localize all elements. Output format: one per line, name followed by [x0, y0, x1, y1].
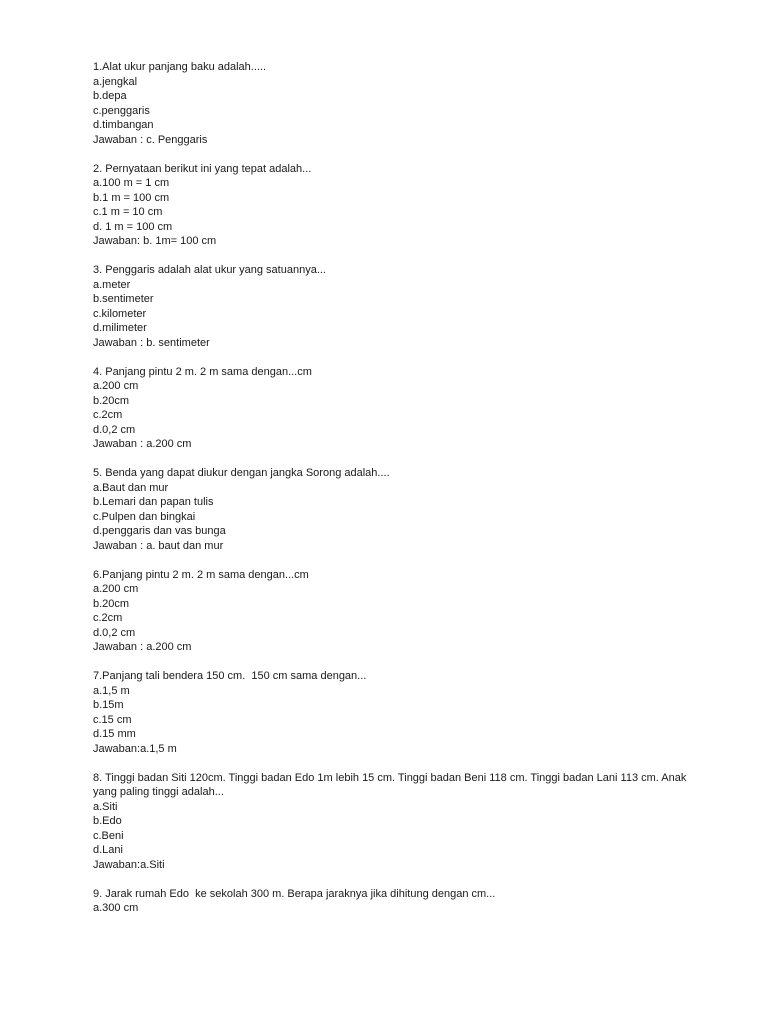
- document-page: [93, 60, 703, 930]
- answer-line: Jawaban : a.200 cm: [93, 438, 192, 450]
- question-stem: 1.Alat ukur panjang baku adalah.....: [93, 61, 267, 73]
- question-9: [93, 887, 703, 916]
- option-b: b.1 m = 100 cm: [93, 191, 170, 204]
- question-stem: 2. Pernyataan berikut ini yang tepat adalah...: [93, 162, 312, 175]
- option-c: c.penggaris: [93, 104, 150, 117]
- option-b: b.sentimeter: [93, 293, 154, 305]
- option-a: a.jengkal: [93, 75, 138, 88]
- question-stem: 6.Panjang pintu 2 m. 2 m sama dengan...cm: [93, 568, 309, 581]
- option-a: a.200 cm: [93, 583, 139, 595]
- option-c: c.2cm: [93, 409, 123, 421]
- option-a: a.300 cm: [93, 902, 139, 914]
- answer-line: Jawaban: b. 1m= 100 cm: [93, 235, 217, 247]
- question-3: [93, 263, 703, 350]
- option-b: b.Edo: [93, 815, 122, 827]
- option-a: a.Baut dan mur: [93, 481, 169, 494]
- answer-line: Jawaban : c. Penggaris: [93, 133, 208, 146]
- question-8: [93, 771, 703, 873]
- option-a: a.Siti: [93, 800, 118, 813]
- answer-line: Jawaban:a.1,5 m: [93, 742, 177, 755]
- question-6: [93, 568, 703, 655]
- answer-line: Jawaban : b. sentimeter: [93, 336, 210, 349]
- option-d: d.milimeter: [93, 322, 147, 334]
- option-b: b.15m: [93, 699, 124, 711]
- option-d: d.0,2 cm: [93, 423, 136, 436]
- option-a: a.meter: [93, 278, 131, 291]
- option-c: c.2cm: [93, 612, 123, 624]
- option-c: c.kilometer: [93, 307, 147, 320]
- answer-line: Jawaban : a. baut dan mur: [93, 539, 224, 552]
- question-7: [93, 669, 703, 756]
- answer-line: Jawaban:a.Siti: [93, 858, 165, 871]
- option-d: d. 1 m = 100 cm: [93, 220, 173, 233]
- question-stem: 8. Tinggi badan Siti 120cm. Tinggi badan Edo 1m lebih 15 cm. Tinggi badan Beni 118 cm. Tinggi badan Lani 113 cm. Anak yang paling tinggi adalah...: [93, 771, 690, 798]
- question-stem: 4. Panjang pintu 2 m. 2 m sama dengan...cm: [93, 365, 312, 378]
- option-c: c.Pulpen dan bingkai: [93, 510, 196, 523]
- option-d: d.15 mm: [93, 728, 136, 740]
- option-d: d.penggaris dan vas bunga: [93, 525, 226, 537]
- option-b: b.20cm: [93, 394, 130, 407]
- answer-line: Jawaban : a.200 cm: [93, 641, 192, 653]
- option-d: d.Lani: [93, 844, 123, 856]
- option-a: a.1,5 m: [93, 684, 130, 697]
- question-2: [93, 162, 703, 249]
- option-b: b.20cm: [93, 597, 130, 610]
- option-c: c.1 m = 10 cm: [93, 206, 163, 218]
- question-5: [93, 466, 703, 553]
- option-c: c.15 cm: [93, 713, 132, 726]
- question-stem: 3. Penggaris adalah alat ukur yang satuannya...: [93, 264, 326, 276]
- question-stem: 5. Benda yang dapat diukur dengan jangka Sorong adalah....: [93, 467, 390, 479]
- question-4: [93, 365, 703, 452]
- question-stem: 9. Jarak rumah Edo ke sekolah 300 m. Berapa jaraknya jika dihitung dengan cm...: [93, 887, 496, 900]
- question-stem: 7.Panjang tali bendera 150 cm. 150 cm sama dengan...: [93, 670, 367, 682]
- option-d: d.timbangan: [93, 119, 154, 131]
- option-a: a.100 m = 1 cm: [93, 177, 170, 189]
- option-b: b.depa: [93, 90, 127, 102]
- question-1: [93, 60, 703, 147]
- option-b: b.Lemari dan papan tulis: [93, 496, 214, 508]
- option-d: d.0,2 cm: [93, 626, 136, 639]
- option-c: c.Beni: [93, 829, 124, 842]
- option-a: a.200 cm: [93, 380, 139, 392]
